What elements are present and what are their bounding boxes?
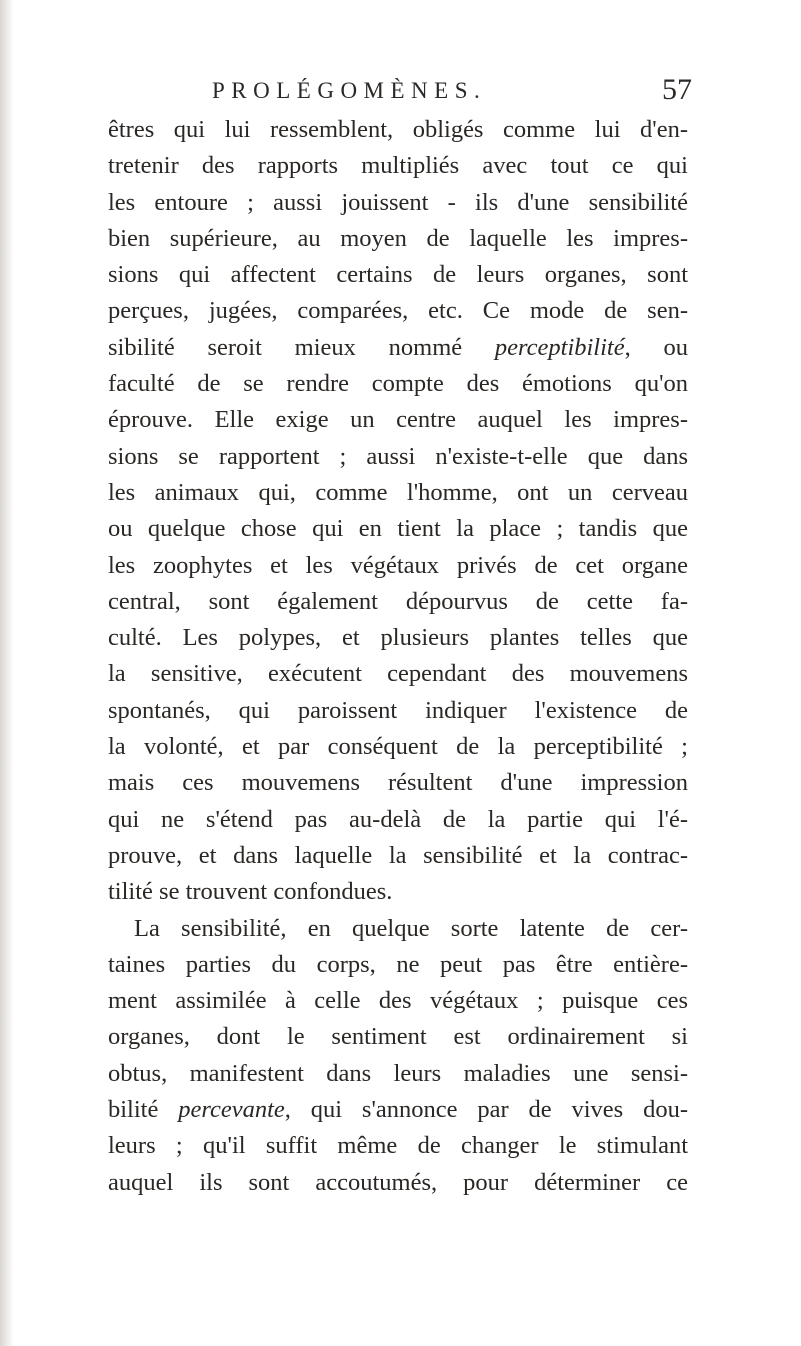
text-line: auquel ils sont accoutumés, pour déterminer ce bbox=[108, 1168, 688, 1196]
text-line-paragraph-start: La sensibilité, en quelque sorte latente de cer- bbox=[134, 914, 688, 942]
page-number: 57 bbox=[662, 73, 692, 106]
running-head bbox=[212, 73, 692, 110]
italic-term: percevante bbox=[178, 1096, 285, 1124]
text-line: éprouve. Elle exige un centre auquel les impres- bbox=[108, 406, 688, 434]
text-line: taines parties du corps, ne peut pas être entière- bbox=[108, 950, 688, 978]
text-line: culté. Les polypes, et plusieurs plantes telles que bbox=[108, 624, 688, 652]
text-line: perçues, jugées, comparées, etc. Ce mode de sen- bbox=[108, 297, 688, 325]
text-line: obtus, manifestent dans leurs maladies une sensi- bbox=[108, 1059, 688, 1087]
text-line: faculté de se rendre compte des émotions qu'on bbox=[108, 370, 688, 398]
text-line: ment assimilée à celle des végétaux ; puisque ces bbox=[108, 987, 688, 1015]
page-gutter-shadow bbox=[0, 0, 14, 1346]
text-line: mais ces mouvemens résultent d'une impression bbox=[108, 769, 688, 797]
text-line: êtres qui lui ressemblent, obligés comme lui d'en- bbox=[108, 116, 688, 143]
text-line: spontanés, qui paroissent indiquer l'existence de bbox=[108, 696, 688, 724]
text-line: les zoophytes et les végétaux privés de cet organe bbox=[108, 551, 688, 579]
text-line-paragraph-end: tilité se trouvent confondues. bbox=[108, 878, 393, 906]
text-line: leurs ; qu'il suffit même de changer le stimulant bbox=[108, 1132, 688, 1160]
text-line: les animaux qui, comme l'homme, ont un cerveau bbox=[108, 478, 688, 506]
text-line: la volonté, et par conséquent de la perceptibilité ; bbox=[108, 733, 688, 761]
running-title: PROLÉGOMÈNES. bbox=[212, 78, 487, 103]
text-line: les entoure ; aussi jouissent - ils d'une sensibilité bbox=[108, 188, 688, 216]
text-line: organes, dont le sentiment est ordinairement si bbox=[108, 1023, 688, 1051]
text-line: ou quelque chose qui en tient la place ; tandis que bbox=[108, 515, 688, 543]
text-line: bilité percevante, qui s'annonce par de vives dou- bbox=[108, 1096, 688, 1124]
text-line: prouve, et dans laquelle la sensibilité et la contrac- bbox=[108, 841, 688, 869]
text-line: sions se rapportent ; aussi n'existe-t-elle que dans bbox=[108, 442, 688, 470]
text-line: tretenir des rapports multipliés avec tout ce qui bbox=[108, 152, 688, 180]
body-text bbox=[108, 112, 688, 1201]
text-line: qui ne s'étend pas au-delà de la partie qui l'é- bbox=[108, 805, 688, 833]
text-line: central, sont également dépourvus de cette fa- bbox=[108, 587, 688, 615]
text-line: la sensitive, exécutent cependant des mouvemens bbox=[108, 660, 688, 688]
text-line: sibilité seroit mieux nommé perceptibilité, ou bbox=[108, 333, 688, 361]
italic-term: perceptibilité bbox=[494, 333, 625, 361]
text-line: bien supérieure, au moyen de laquelle les impres- bbox=[108, 224, 688, 252]
text-line: sions qui affectent certains de leurs organes, sont bbox=[108, 261, 688, 289]
